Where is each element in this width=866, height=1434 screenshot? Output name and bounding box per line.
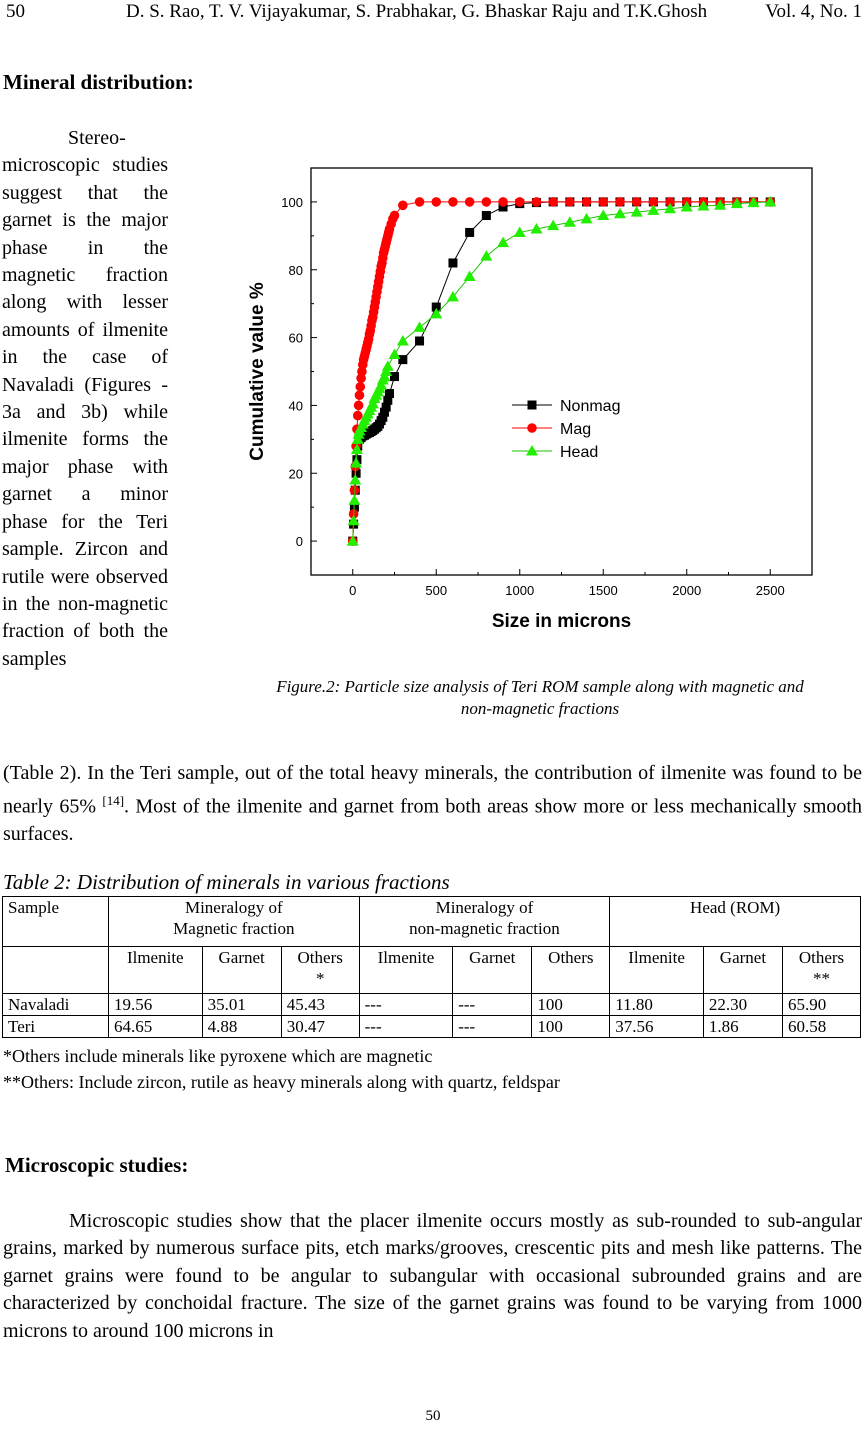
x-tick-label: 0 <box>349 583 357 598</box>
data-point-mag <box>548 197 558 207</box>
table-header-nonmagnetic: Mineralogy of non-magnetic fraction <box>359 897 610 947</box>
data-point-mag <box>515 197 525 207</box>
table-cell: 45.43 <box>281 994 359 1016</box>
y-tick-label: 60 <box>288 330 303 346</box>
data-point-mag <box>355 390 365 400</box>
minerals-table <box>2 896 861 1038</box>
table-subheader-cell: Ilmenite <box>109 947 203 994</box>
data-point-head <box>389 349 401 360</box>
legend-label: Head <box>560 444 599 461</box>
series-line-nonmag <box>353 202 771 541</box>
section-heading-microscopic-studies: Microscopic studies: <box>5 1153 189 1177</box>
table-subheader-cell: Garnet <box>453 947 532 994</box>
microscopic-paragraph-block <box>3 1208 862 1345</box>
figure-caption <box>200 676 866 720</box>
particle-size-chart <box>240 160 820 640</box>
data-point-mag <box>431 197 441 207</box>
table-cell: 30.47 <box>281 1016 359 1038</box>
data-point-mag <box>565 197 575 207</box>
table-cell: 65.90 <box>783 994 861 1016</box>
table-subheader-cell: Others <box>532 947 610 994</box>
citation-ref: [14] <box>102 793 125 809</box>
legend-marker <box>527 423 537 433</box>
data-point-head <box>480 250 492 261</box>
table-sub-header-row <box>3 947 861 994</box>
data-point-head <box>497 237 509 248</box>
data-point-mag <box>498 197 508 207</box>
data-point-mag <box>355 382 365 392</box>
data-point-mag <box>390 211 400 221</box>
table-cell: 37.56 <box>610 1016 704 1038</box>
data-point-nonmag <box>482 211 491 220</box>
legend-marker <box>528 401 537 410</box>
data-point-head <box>397 335 409 346</box>
table-header-sample: Sample <box>3 897 109 947</box>
data-point-nonmag <box>415 336 424 345</box>
table-subheader-cell: Garnet <box>202 947 281 994</box>
x-tick-label: 1500 <box>588 583 618 598</box>
table-cell: --- <box>359 1016 453 1038</box>
data-point-nonmag <box>385 389 394 398</box>
table-cell: --- <box>453 1016 532 1038</box>
table-body <box>3 994 861 1038</box>
table-header-magnetic: Mineralogy of Magnetic fraction <box>109 897 360 947</box>
data-point-mag <box>448 197 458 207</box>
data-point-mag <box>398 201 408 211</box>
y-tick-label: 20 <box>288 466 303 482</box>
table-cell: 1.86 <box>703 1016 782 1038</box>
data-point-head <box>382 360 394 371</box>
continuation-text: (Table 2). In the Teri sample, out of the total heavy minerals, the contribution of ilmenite was found to be nearly 65% <box>3 762 862 819</box>
table-cell: --- <box>453 994 532 1016</box>
data-point-mag <box>415 197 425 207</box>
table-footnote-2: **Others: Include zircon, rutile as heavy minerals along with quartz, feldspar <box>3 1072 560 1092</box>
data-point-nonmag <box>465 228 474 237</box>
data-point-head <box>414 321 426 332</box>
table-subheader-cell: Others * <box>281 947 359 994</box>
table-subheader-cell: Others ** <box>783 947 861 994</box>
table-subheader-cell: Ilmenite <box>359 947 453 994</box>
section-heading-mineral-distribution: Mineral distribution: <box>3 70 194 94</box>
x-tick-label: 1000 <box>505 583 535 598</box>
table-cell: 19.56 <box>109 994 203 1016</box>
series-line-head <box>353 202 771 541</box>
figure-chart <box>240 160 820 640</box>
table-row <box>3 1016 861 1038</box>
data-point-mag <box>354 401 364 411</box>
y-tick-label: 40 <box>288 398 303 414</box>
y-tick-label: 80 <box>288 262 303 278</box>
data-point-mag <box>632 197 642 207</box>
side-text-column <box>2 125 168 673</box>
data-point-nonmag <box>448 258 457 267</box>
table-subheader-cell: Garnet <box>703 947 782 994</box>
legend-label: Nonmag <box>560 398 621 415</box>
y-axis-label: Cumulative value % <box>247 282 268 461</box>
table-cell: 60.58 <box>783 1016 861 1038</box>
data-point-mag <box>615 197 625 207</box>
figure-caption-line2: non-magnetic fractions <box>460 699 620 718</box>
header-volume: Vol. 4, No. 1 <box>765 1 862 22</box>
data-point-mag <box>353 411 363 421</box>
x-tick-label: 2500 <box>755 583 785 598</box>
data-point-head <box>348 494 360 505</box>
table-caption: Table 2: Distribution of minerals in various fractions <box>3 870 450 894</box>
table-cell: 22.30 <box>703 994 782 1016</box>
microscopic-paragraph: Microscopic studies show that the placer ilmenite occurs mostly as sub-rounded to sub-angular grains, marked by numerous surface pits, etch marks/grooves, crescentic pits and mesh like patterns. The garnet grains were found to be angular to subangular with occasional subrounded grains and are characterized by conchoidal fracture. The size of the garnet grains was found to be varying from 1000 microns to around 100 microns in <box>3 1210 862 1342</box>
legend-marker <box>526 445 538 456</box>
table-cell: 11.80 <box>610 994 704 1016</box>
legend-label: Mag <box>560 421 592 438</box>
running-header <box>6 0 862 24</box>
table-cell: 64.65 <box>109 1016 203 1038</box>
table-group-header-row <box>3 897 861 947</box>
table-cell: --- <box>359 994 453 1016</box>
data-point-mag <box>465 197 475 207</box>
x-tick-label: 500 <box>425 583 448 598</box>
continuation-paragraph <box>3 760 862 849</box>
table-row <box>3 994 861 1016</box>
table-cell: Navaladi <box>3 994 109 1016</box>
table-cell: 35.01 <box>202 994 281 1016</box>
header-authors: D. S. Rao, T. V. Vijayakumar, S. Prabhakar, G. Bhaskar Raju and T.K.Ghosh <box>126 1 708 22</box>
side-paragraph: Stereo-microscopic studies suggest that the garnet is the major phase in the magnetic fraction along with lesser amounts of ilmenite in the case of Navaladi (Figures - 3a and 3b) while ilmenite forms the major phase with garnet a minor phase for the Teri sample. Zircon and rutile were observed in the non-magnetic fraction of both the samples <box>2 127 168 670</box>
data-point-mag <box>582 197 592 207</box>
table-cell: 4.88 <box>202 1016 281 1038</box>
header-page-number: 50 <box>6 1 25 22</box>
footer-page-number: 50 <box>425 1408 441 1424</box>
x-axis-label: Size in microns <box>491 611 632 632</box>
x-tick-label: 2000 <box>672 583 702 598</box>
y-tick-label: 100 <box>281 194 303 210</box>
data-point-mag <box>598 197 608 207</box>
continuation-tail: . Most of the ilmenite and garnet from both areas show more or less mechanically smooth surfaces. <box>3 796 862 846</box>
table-subheader-cell: Ilmenite <box>610 947 704 994</box>
table-header-head: Head (ROM) <box>610 897 861 947</box>
data-point-mag <box>482 197 492 207</box>
figure-caption-line1: Figure.2: Particle size analysis of Teri ROM sample along with magnetic and <box>276 677 804 696</box>
data-point-nonmag <box>398 355 407 364</box>
series-line-mag <box>353 202 771 541</box>
table-cell: Teri <box>3 1016 109 1038</box>
table-cell: 100 <box>532 994 610 1016</box>
data-point-mag <box>532 197 542 207</box>
data-point-nonmag <box>390 372 399 381</box>
table-subheader-cell <box>3 947 109 994</box>
table-footnote-1: *Others include minerals like pyroxene which are magnetic <box>3 1046 433 1066</box>
y-tick-label: 0 <box>295 534 303 550</box>
table-cell: 100 <box>532 1016 610 1038</box>
